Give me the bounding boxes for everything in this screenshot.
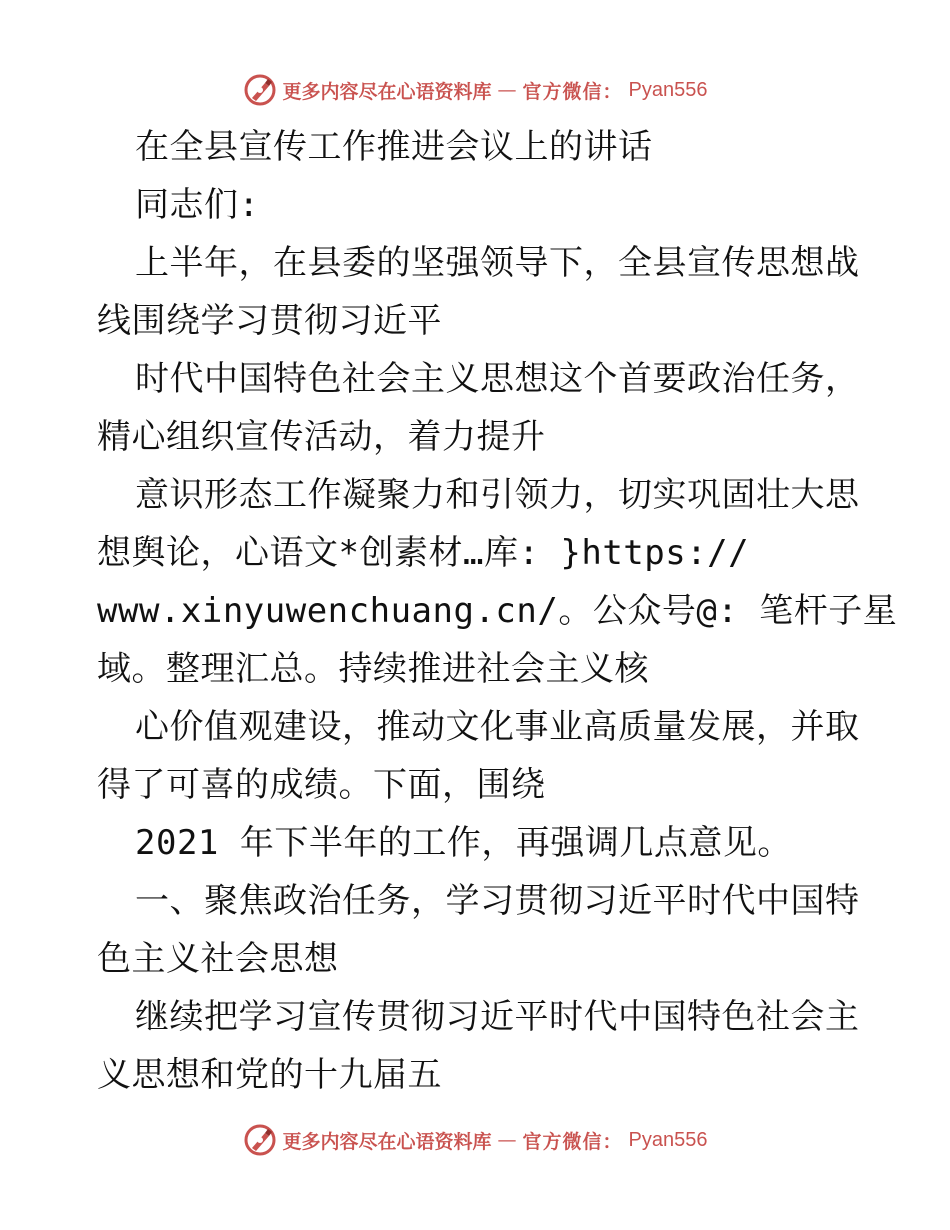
- document-body: [97, 118, 898, 1104]
- banner-site-text: 更多内容尽在心语资料库: [282, 80, 492, 103]
- section-heading: 一、聚焦政治任务，学习贯彻习近平时代中国特: [135, 881, 860, 921]
- text-line: 得了可喜的成绩。下面，围绕: [97, 765, 546, 805]
- section-heading-cont: 色主义社会思想: [97, 939, 339, 979]
- text-line: 域。整理汇总。持续推进社会主义核: [97, 649, 649, 689]
- text-line: 2021 年下半年的工作，再强调几点意见。: [135, 823, 792, 863]
- text-line: 精心组织宣传活动，着力提升: [97, 417, 546, 457]
- pen-logo-icon: [243, 1123, 277, 1157]
- banner-dash: —: [497, 79, 517, 101]
- salutation: 同志们:: [135, 185, 260, 225]
- header-banner: [0, 70, 950, 110]
- banner-wechat-id: Pyan556: [628, 1128, 708, 1151]
- text-line: 时代中国特色社会主义思想这个首要政治任务，: [135, 359, 860, 399]
- text-line: 意识形态工作凝聚力和引领力，切实巩固壮大思: [135, 475, 860, 515]
- banner-official-label: 官方微信：: [522, 80, 623, 103]
- document-title: 在全县宣传工作推进会议上的讲话: [135, 127, 653, 167]
- banner-wechat-id: Pyan556: [628, 78, 708, 101]
- text-line: 线围绕学习贯彻习近平: [97, 301, 442, 341]
- text-line: 想舆论，心语文*创素材…库: }https://: [97, 533, 750, 573]
- text-line: 上半年，在县委的坚强领导下，全县宣传思想战: [135, 243, 860, 283]
- text-line: 义思想和党的十九届五: [97, 1055, 442, 1095]
- text-line: www.xinyuwenchuang.cn/。公众号@: 笔杆子星: [97, 591, 898, 631]
- banner-dash: —: [497, 1129, 517, 1151]
- pen-logo-icon: [243, 73, 277, 107]
- footer-banner: [0, 1120, 950, 1160]
- text-line: 继续把学习宣传贯彻习近平时代中国特色社会主: [135, 997, 860, 1037]
- banner-site-text: 更多内容尽在心语资料库: [282, 1130, 492, 1153]
- banner-official-label: 官方微信：: [522, 1130, 623, 1153]
- text-line: 心价值观建设，推动文化事业高质量发展，并取: [135, 707, 860, 747]
